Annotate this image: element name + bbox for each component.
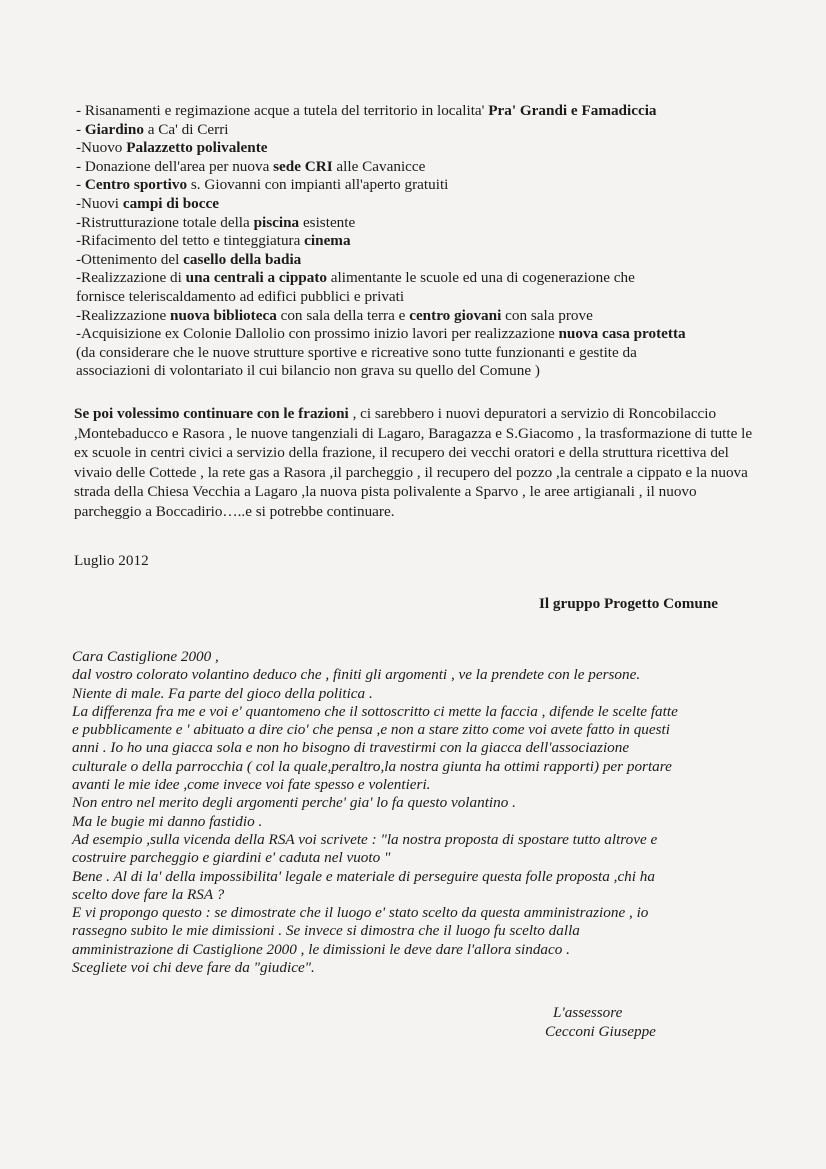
letter-line: rassegno subito le mie dimissioni . Se invece si dimostra che il luogo fu scelto dalla (72, 922, 580, 940)
signer-role: L'assessore (553, 1004, 623, 1021)
list-item: - Centro sportivo s. Giovanni con impianti all'aperto gratuiti (76, 176, 449, 194)
frazioni-paragraph: Se poi volessimo continuare con le frazioni , ci sarebbero i nuovi depuratori a servizio di Roncobilaccio ,Montebaducco e Rasora , le nuove tangenziali di Lagaro, Baragazza e S.Giacomo , la trasformazione di tutte le ex scuole in centri civici a servizio della frazione, il recupero dei vecchi oratori e della struttura ricettiva del vivaio delle Cottede , la rete gas a Rasora ,il parcheggio , il recupero del pozzo ,la centrale a cippato e la nuova strada della Chiesa Vecchia a Lagaro ,la nuova pista polivalente a Sparvo , le aree artigianali , il nuovo parcheggio a Boccadirio…..e si potrebbe continuare. (74, 405, 753, 520)
list-item: - Risanamenti e regimazione acque a tutela del territorio in localita' Pra' Grandi e Famadiccia (76, 102, 657, 119)
letter-line: e pubblicamente e ' abituato a dire cio' che pensa ,e non a stare zitto come voi avete fatto in questi (72, 721, 670, 739)
list-item: -Acquisizione ex Colonie Dallolio con prossimo inizio lavori per realizzazione nuova casa protetta (76, 325, 686, 343)
letter-closing (545, 1003, 656, 1041)
list-item: -Realizzazione nuova biblioteca con sala della terra e centro giovani con sala prove (76, 306, 593, 324)
group-signature: Il gruppo Progetto Comune (539, 595, 719, 612)
list-item: - Donazione dell'area per nuova sede CRI alle Cavanicce (76, 157, 426, 175)
letter-line: Non entro nel merito degli argomenti perche' gia' lo fa questo volantino . (72, 794, 516, 812)
letter-line: Niente di male. Fa parte del gioco della politica . (72, 684, 373, 702)
achievements-list (76, 102, 756, 381)
letter-line: La differenza fra me e voi e' quantomeno che il sottoscritto ci mette la faccia , difende le scelte fatte (72, 702, 678, 720)
letter-line: Scegliete voi chi deve fare da "giudice". (72, 959, 315, 977)
letter-line: E vi propongo questo : se dimostrate che il luogo e' stato scelto da questa amministrazione , io (72, 904, 649, 922)
list-item-continuation: fornisce teleriscaldamento ad edifici pubblici e privati (76, 287, 405, 305)
letter-line: avanti le mie idee ,come invece voi fate spesso e volentieri. (72, 776, 431, 794)
document-date: Luglio 2012 (74, 552, 149, 569)
letter-line: culturale o della parrocchia ( col la quale,peraltro,la nostra giunta ha ottimi rapporti) per portare (72, 757, 672, 775)
list-note: (da considerare che le nuove strutture sportive e ricreative sono tutte funzionanti e gestite da (76, 343, 637, 361)
letter-line: scelto dove fare la RSA ? (72, 885, 225, 903)
list-item: -Nuovo Palazzetto polivalente (76, 139, 268, 157)
letter-line: costruire parcheggio e giardini e' caduta nel vuoto " (72, 849, 391, 867)
letter-line: amministrazione di Castiglione 2000 , le dimissioni le deve dare l'allora sindaco . (72, 940, 570, 958)
assessor-letter (72, 648, 762, 977)
letter-line: Ad esempio ,sulla vicenda della RSA voi scrivete : "la nostra proposta di spostare tutto altrove e (72, 830, 658, 848)
list-item: -Nuovi campi di bocce (76, 194, 220, 212)
list-item: -Realizzazione di una centrali a cippato alimentante le scuole ed una di cogenerazione che (76, 269, 635, 287)
letter-line: Ma le bugie mi danno fastidio . (72, 812, 263, 830)
signer-name: Cecconi Giuseppe (545, 1023, 656, 1040)
list-item: - Giardino a Ca' di Cerri (76, 120, 229, 138)
letter-line: Bene . Al di la' della impossibilita' legale e materiale di perseguire questa folle proposta ,chi ha (72, 867, 655, 885)
list-item: -Ottenimento del casello della badia (76, 250, 302, 268)
list-item: -Rifacimento del tetto e tinteggiatura cinema (76, 232, 351, 250)
list-item: -Ristrutturazione totale della piscina esistente (76, 213, 356, 231)
letter-line: anni . Io ho una giacca sola e non ho bisogno di travestirmi con la giacca dell'associazione (72, 739, 630, 757)
list-note: associazioni di volontariato il cui bilancio non grava su quello del Comune ) (76, 362, 540, 380)
letter-line: Cara Castiglione 2000 , (72, 648, 219, 665)
letter-line: dal vostro colorato volantino deduco che , finiti gli argomenti , ve la prendete con le persone. (72, 666, 641, 684)
